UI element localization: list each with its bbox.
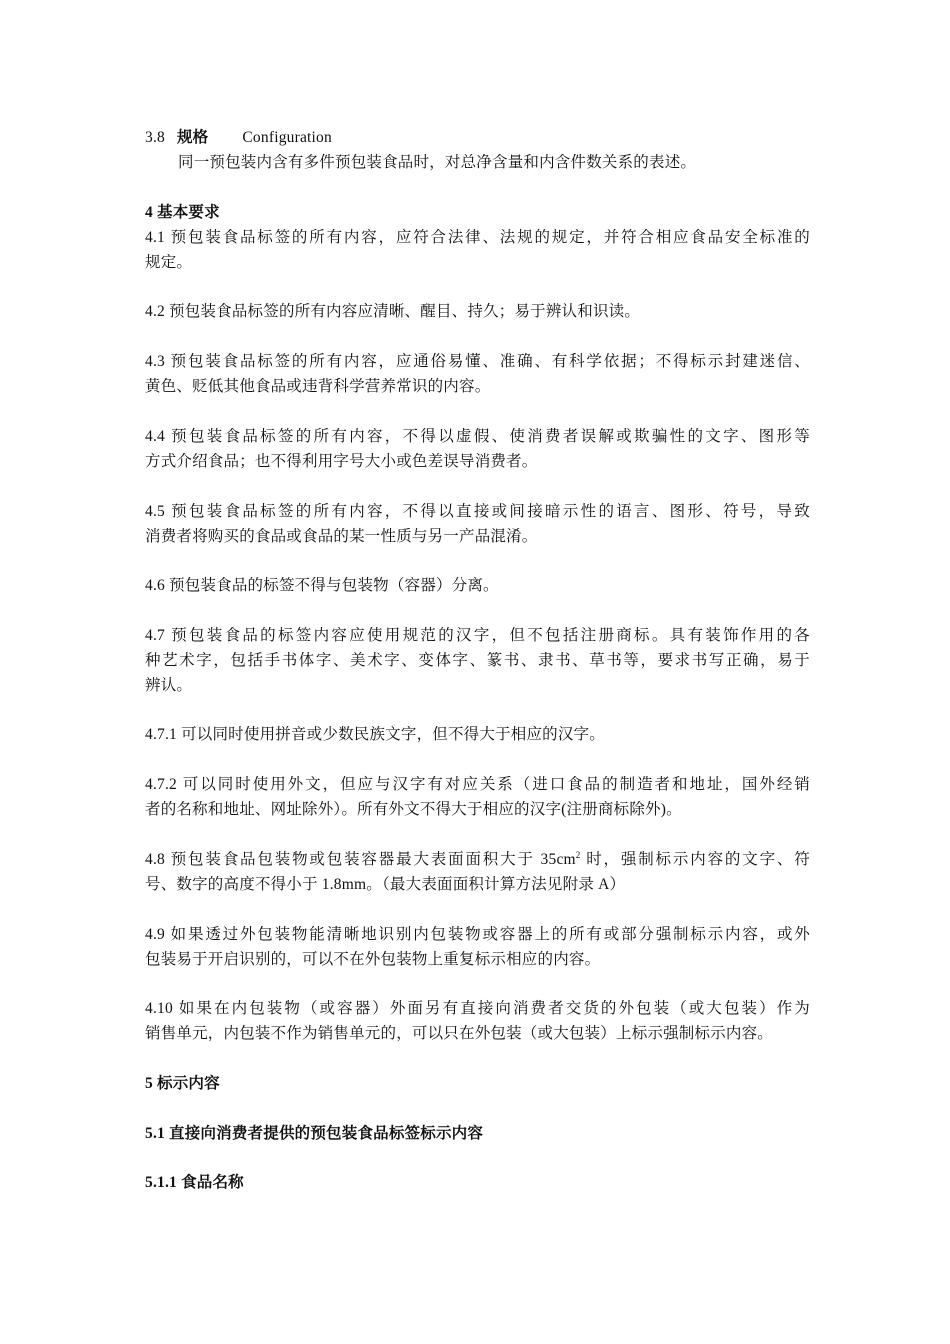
section-4-heading: 4 基本要求 <box>145 204 220 221</box>
section-3-8-heading <box>145 128 810 148</box>
section-english-title: Configuration <box>242 129 332 146</box>
clause-4-8-text-b: 时，强制标示内容的文字、符 <box>580 851 810 868</box>
section-5-1-1-heading: 5.1.1 食品名称 <box>145 1174 244 1191</box>
clause-4-7-line-3: 辨认。 <box>145 677 193 694</box>
clause-4-9-line-2: 包装易于开启识别的，可以不在外包装物上重复标示相应的内容。 <box>145 951 601 968</box>
clause-4-9-line-1: 4.9 如果透过外包装物能清晰地识别内包装物或容器上的所有或部分强制标示内容，或外 <box>145 926 810 943</box>
clause-4-4-line-1: 4.4 预包装食品标签的所有内容，不得以虚假、使消费者误解或欺骗性的文字、图形等 <box>145 428 810 445</box>
clause-4-10-line-2: 销售单元，内包装不作为销售单元的，可以只在外包装（或大包装）上标示强制标示内容。 <box>145 1025 774 1042</box>
clause-4-8-line-1 <box>145 850 810 870</box>
clause-4-7-2-line-1: 4.7.2 可以同时使用外文，但应与汉字有对应关系（进口食品的制造者和地址，国外经销 <box>145 776 810 793</box>
clause-4-3-line-2: 黄色、贬低其他食品或违背科学营养常识的内容。 <box>145 378 491 395</box>
clause-4-1-line-1: 4.1 预包装食品标签的所有内容，应符合法律、法规的规定，并符合相应食品安全标准的 <box>145 229 810 246</box>
clause-4-5-line-1: 4.5 预包装食品标签的所有内容，不得以直接或间接暗示性的语言、图形、符号，导致 <box>145 503 810 520</box>
section-5-heading: 5 标示内容 <box>145 1075 220 1092</box>
clause-4-5-line-2: 消费者将购买的食品或食品的某一性质与另一产品混淆。 <box>145 528 538 545</box>
clause-4-8-text-a: 4.8 预包装食品包装物或包装容器最大表面面积大于 35cm <box>145 851 576 868</box>
clause-4-7-2-line-2: 者的名称和地址、网址除外）。所有外文不得大于相应的汉字(注册商标除外)。 <box>145 801 682 818</box>
clause-4-7-line-1: 4.7 预包装食品的标签内容应使用规范的汉字，但不包括注册商标。具有装饰作用的各 <box>145 627 810 644</box>
section-3-8-body: 同一预包装内含有多件预包装食品时，对总净含量和内含件数关系的表述。 <box>178 154 697 171</box>
clause-4-10-line-1: 4.10 如果在内包装物（或容器）外面另有直接向消费者交货的外包装（或大包装）作为 <box>145 1000 810 1017</box>
clause-4-2: 4.2 预包装食品标签的所有内容应清晰、醒目、持久；易于辨认和识读。 <box>145 303 641 320</box>
superscript-2: 2 <box>575 849 581 860</box>
clause-4-3-line-1: 4.3 预包装食品标签的所有内容，应通俗易懂、准确、有科学依据；不得标示封建迷信、 <box>145 353 810 370</box>
clause-4-8-line-2: 号、数字的高度不得小于 1.8mm。（最大表面面积计算方法见附录 A） <box>145 876 626 893</box>
clause-4-7-line-2: 种艺术字，包括手书体字、美术字、变体字、篆书、隶书、草书等，要求书写正确，易于 <box>145 652 810 669</box>
section-title: 规格 <box>176 129 209 146</box>
clause-4-1-line-2: 规定。 <box>145 254 193 271</box>
section-5-1-heading: 5.1 直接向消费者提供的预包装食品标签标示内容 <box>145 1125 484 1142</box>
section-number: 3.8 <box>145 129 165 146</box>
clause-4-7-1: 4.7.1 可以同时使用拼音或少数民族文字，但不得大于相应的汉字。 <box>145 726 605 743</box>
clause-4-6: 4.6 预包装食品的标签不得与包装物（容器）分离。 <box>145 577 499 594</box>
clause-4-4-line-2: 方式介绍食品；也不得利用字号大小或色差误导消费者。 <box>145 453 538 470</box>
